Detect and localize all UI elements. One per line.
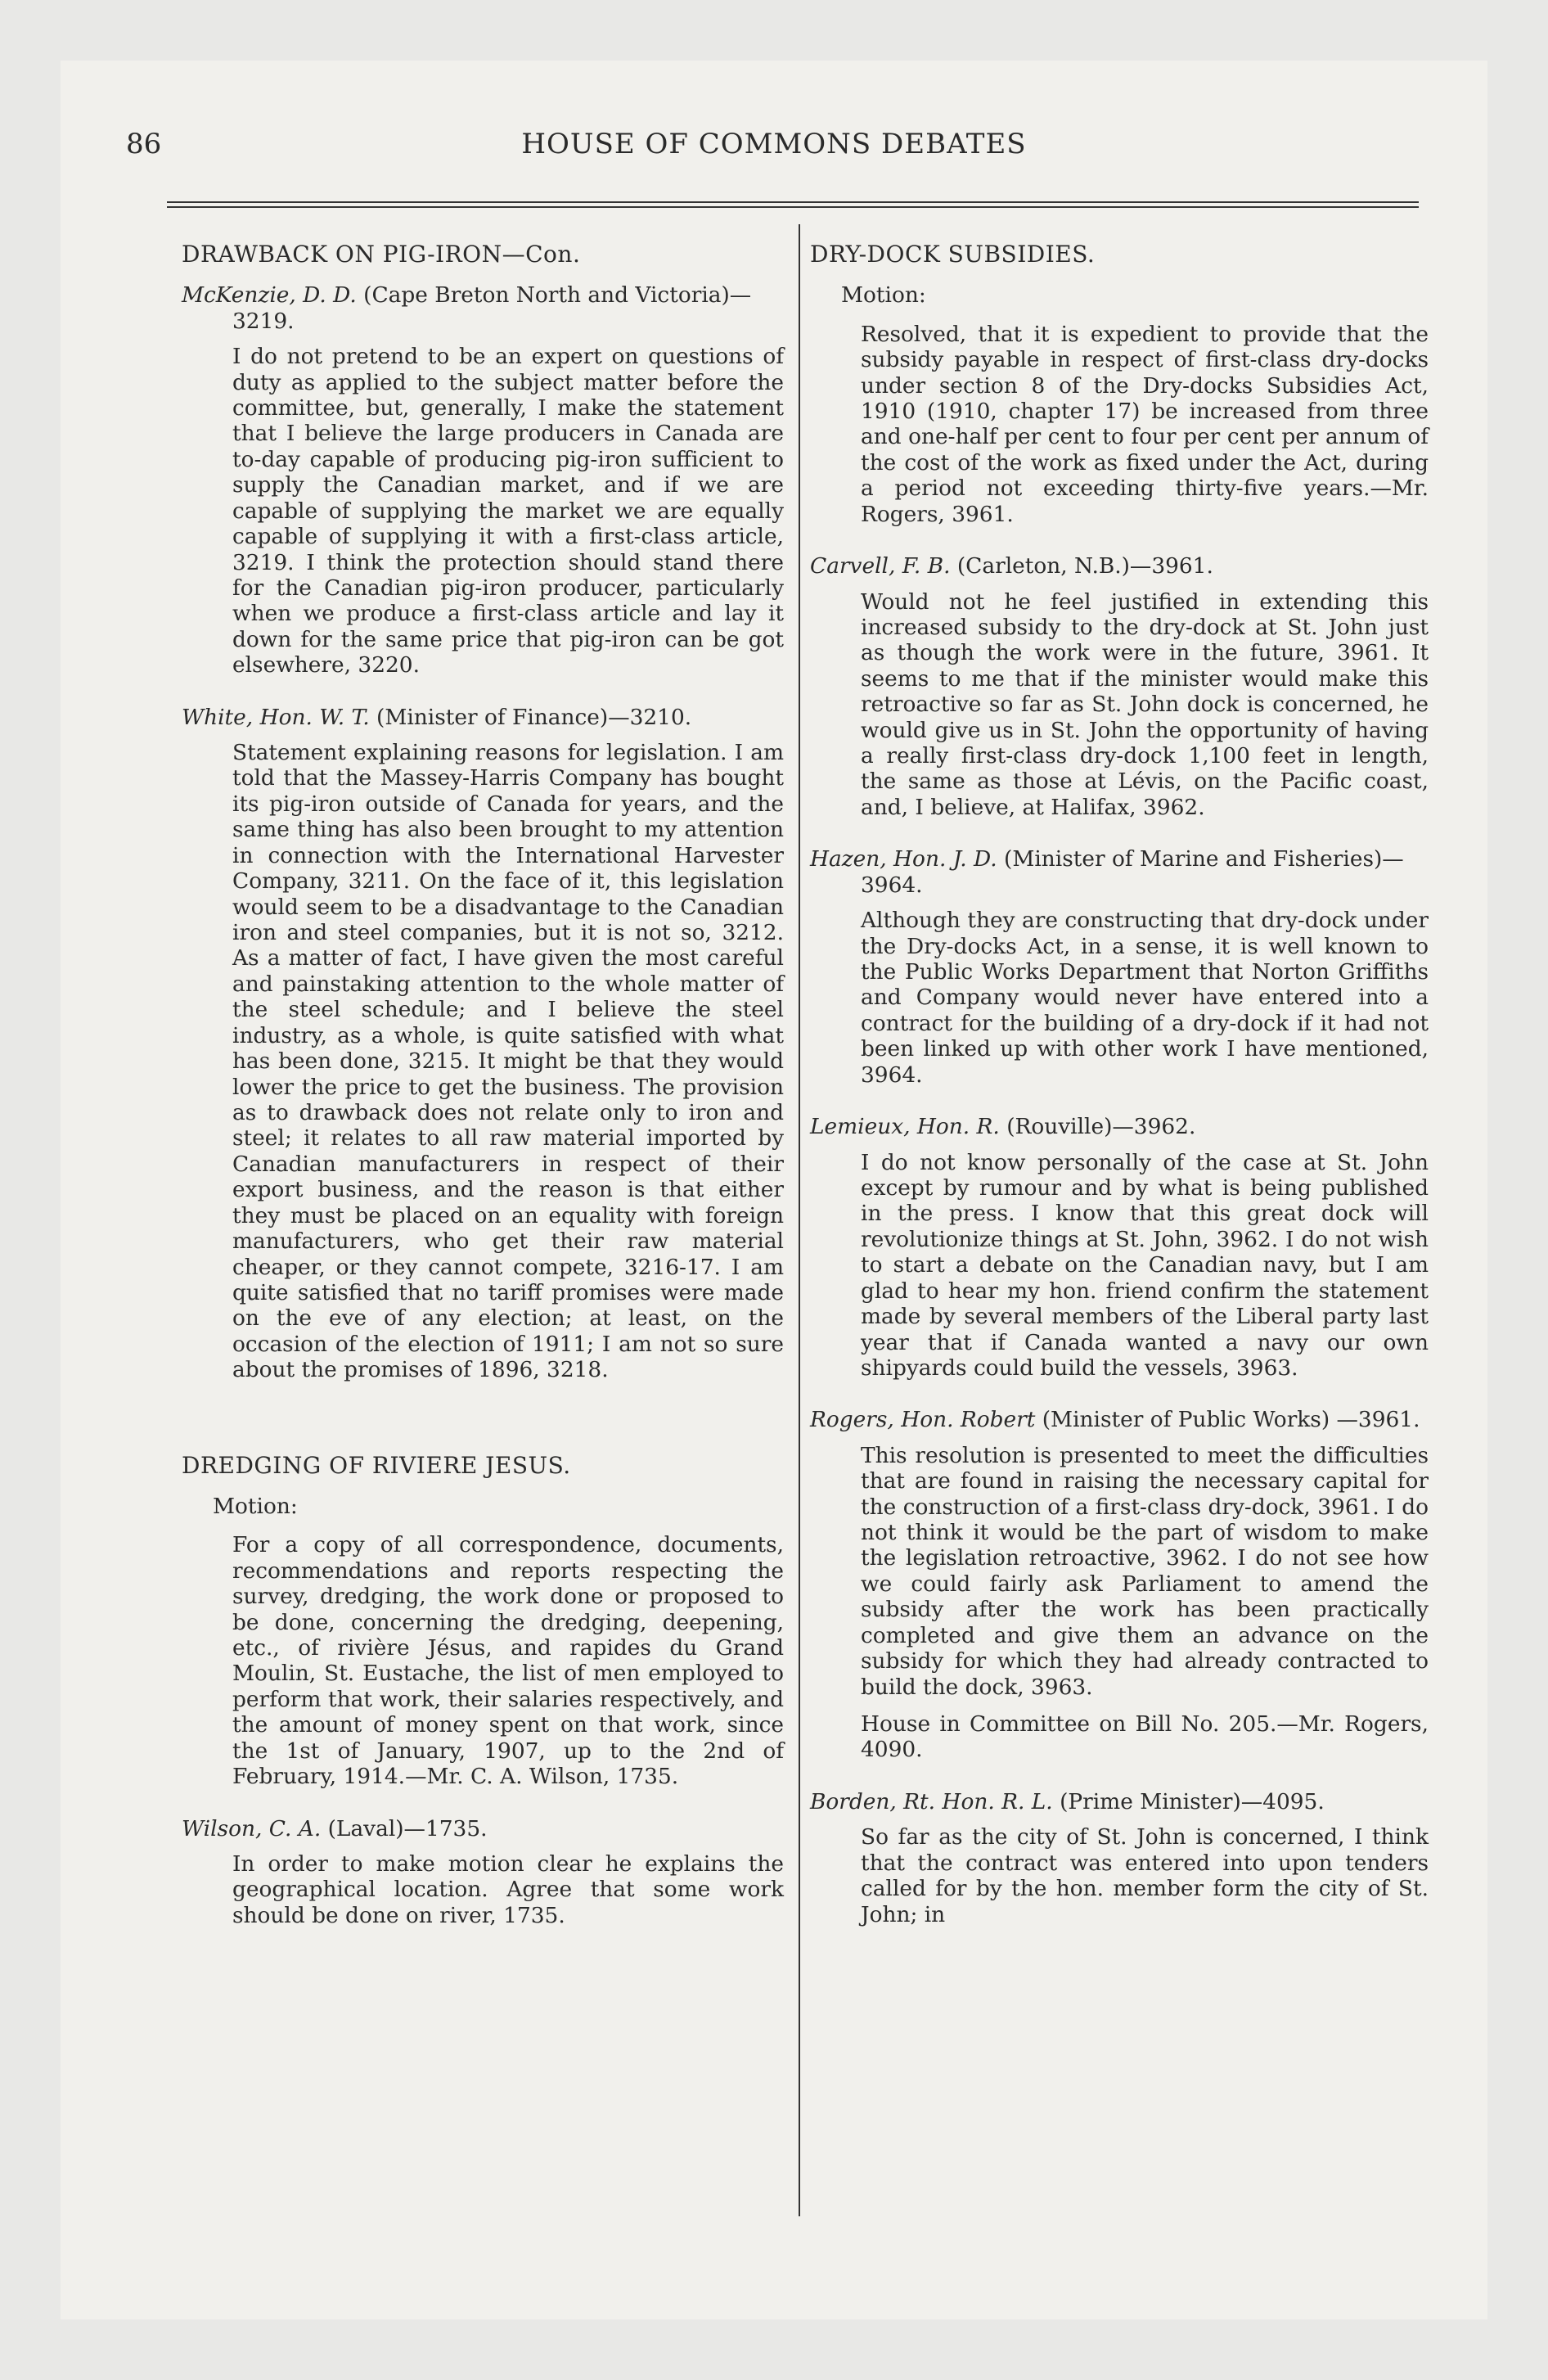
speech-text: Statement explaining reasons for legislation. I am told that the Massey-Harris Company has bought its pig-iron outside of Canada for years, and the same thing has also been brought to my attention in connection with the International Harvester Company, 3211. On the face of it, this legislation would seem to be a disadvantage to the Canadian iron and steel companies, but it is not so, 3212. As a matter of fact, I have given the most careful and painstaking attention to the whole matter of the steel schedule; and I believe the steel industry, as a whole, is quite satisfied with what has been done, 3215. It might be that they would lower the price to get the business. The provision as to drawback does not relate only to iron and steel; it relates to all raw material imported by Canadian manufacturers in respect of their export business, and the reason is that either they must be placed on an equality with foreign manufacturers, who get their raw material cheaper, or they cannot compete, 3216-17. I am quite satisfied that no tariff promises were made on the eve of any election; at least, on the occasion of the election of 1911; I am not so sure about the promises of 1896, 3218. bbox=[232, 740, 784, 1383]
speaker-info: (Laval)—1735. bbox=[327, 1815, 488, 1841]
speaker-name: Wilson, C. A. bbox=[182, 1815, 322, 1841]
section-heading-drydock: DRY-DOCK SUBSIDIES. bbox=[810, 241, 1096, 268]
motion-label: Motion: bbox=[841, 282, 926, 309]
document-page bbox=[61, 61, 1487, 2319]
page-number: 86 bbox=[126, 128, 162, 160]
motion-label: Motion: bbox=[213, 1493, 298, 1519]
speaker-info: (Minister of Finance)—3210. bbox=[376, 704, 692, 730]
speaker-info: (Rouville)—3962. bbox=[1006, 1114, 1196, 1140]
right-column bbox=[810, 241, 1429, 1939]
speaker-entry-hazen bbox=[810, 846, 1429, 898]
speech-text: I do not know personally of the case at St. John except by rumour and by what is being published in the press. I know that this great dock will revolutionize things at St. John, 3962. I do not wish to start a debate on the Canadian navy, but I am glad to hear my hon. friend confirm the statement made by several members of the Liberal party last year that if Canada wanted a navy our own shipyards could build the vessels, 3963. bbox=[861, 1149, 1429, 1381]
motion-text: For a copy of all correspondence, documents, recommendations and reports respecting the survey, dredging, the work done or proposed to be done, concerning the dredging, deepening, etc., of rivière Jésus, and rapides du Grand Moulin, St. Eustache, the list of men employed to perform that work, their salaries respectively, and the amount of money spent on that work, since the 1st of January, 1907, up to the 2nd of February, 1914.—Mr. C. A. Wilson, 1735. bbox=[232, 1532, 784, 1790]
speaker-info: (Cape Breton North and Victoria)—3219. bbox=[232, 282, 752, 334]
speech-text: Although they are constructing that dry-dock under the Dry-docks Act, in a sense, it is well known to the Public Works Department that Norton Griffiths and Company would never have entered into a contract for the building of a dry-dock if it had not been linked up with other work I have mentioned, 3964. bbox=[861, 908, 1429, 1088]
speaker-name: Carvell, F. B. bbox=[810, 553, 951, 579]
speech-text: In order to make motion clear he explains the geographical location. Agree that some work should be done on river, 1735. bbox=[232, 1850, 784, 1928]
speaker-entry-rogers bbox=[810, 1407, 1429, 1432]
header-rule-top bbox=[167, 201, 1419, 203]
speaker-entry-white bbox=[182, 705, 784, 730]
left-column bbox=[182, 241, 784, 1940]
speaker-name: Hazen, Hon. J. D. bbox=[810, 846, 997, 872]
speaker-name: White, Hon. W. T. bbox=[182, 704, 370, 730]
speech-text: I do not pretend to be an expert on questions of duty as applied to the subject matter before the committee, but, generally, I make the statement that I believe the large producers in Canada are to-day capable of producing pig-iron sufficient to supply the Canadian market, and if we are capable of supplying the market we are equally capable of supplying it with a first-class article, 3219. I think the protection should stand there for the Canadian pig-iron producer, particularly when we produce a first-class article and lay it down for the same price that pig-iron can be got elsewhere, 3220. bbox=[232, 344, 784, 678]
section-heading-dredging: DREDGING OF RIVIERE JESUS. bbox=[182, 1451, 571, 1479]
speaker-info: (Carleton, N.B.)—3961. bbox=[956, 553, 1213, 579]
speaker-info: (Minister of Public Works) —3961. bbox=[1042, 1407, 1420, 1433]
motion-text: Resolved, that it is expedient to provide that the subsidy payable in respect of first-class dry-docks under section 8 of the Dry-docks Subsidies Act, 1910 (1910, chapter 17) be increased from three and one-half per cent to four per cent per annum of the cost of the work as fixed under the Act, during a period not exceeding thirty-five years.—Mr. Rogers, 3961. bbox=[861, 321, 1429, 527]
column-divider bbox=[799, 224, 800, 2216]
speech-text: So far as the city of St. John is concerned, I think that the contract was entered into upon tenders called for by the hon. member form the city of St. John; in bbox=[861, 1824, 1429, 1927]
section-heading-drawback: DRAWBACK ON PIG-IRON—Con. bbox=[182, 241, 581, 268]
house-committee-note: House in Committee on Bill No. 205.—Mr. Rogers, 4090. bbox=[861, 1711, 1429, 1763]
speaker-entry-mckenzie bbox=[182, 282, 784, 334]
speaker-entry-lemieux bbox=[810, 1114, 1429, 1139]
running-title: HOUSE OF COMMONS DEBATES bbox=[521, 128, 1027, 160]
speaker-name: Borden, Rt. Hon. R. L. bbox=[810, 1788, 1053, 1814]
page-header bbox=[61, 128, 1487, 177]
speaker-name: Lemieux, Hon. R. bbox=[810, 1114, 1000, 1140]
header-rule-bottom bbox=[167, 206, 1419, 208]
speaker-info: (Prime Minister)—4095. bbox=[1060, 1788, 1325, 1814]
speaker-name: Rogers, Hon. Robert bbox=[810, 1407, 1036, 1433]
speaker-name: McKenzie, D. D. bbox=[182, 282, 357, 309]
speech-text: Would not he feel justified in extending this increased subsidy to the dry-dock at St. John just as though the work were in the future, 3961. It seems to me that if the minister would make this retroactive so far as St. John dock is concerned, he would give us in St. John the opportunity of having a really first-class dry-dock 1,100 feet in length, the same as those at Lévis, on the Pacific coast, and, I believe, at Halifax, 3962. bbox=[861, 588, 1429, 820]
speaker-entry-carvell bbox=[810, 553, 1429, 579]
speaker-entry-borden bbox=[810, 1789, 1429, 1814]
speech-text: This resolution is presented to meet the difficulties that are found in raising the necessary capital for the construction of a first-class dry-dock, 3961. I do not think it would be the part of wisdom to make the legislation retroactive, 3962. I do not see how we could fairly ask Parliament to amend the subsidy after the work has been practically completed and give them an advance on the subsidy for which they had already contracted to build the dock, 3963. bbox=[861, 1442, 1429, 1700]
speaker-info: (Minister of Marine and Fisheries)—3964. bbox=[861, 846, 1404, 898]
speaker-entry-wilson bbox=[182, 1816, 784, 1841]
